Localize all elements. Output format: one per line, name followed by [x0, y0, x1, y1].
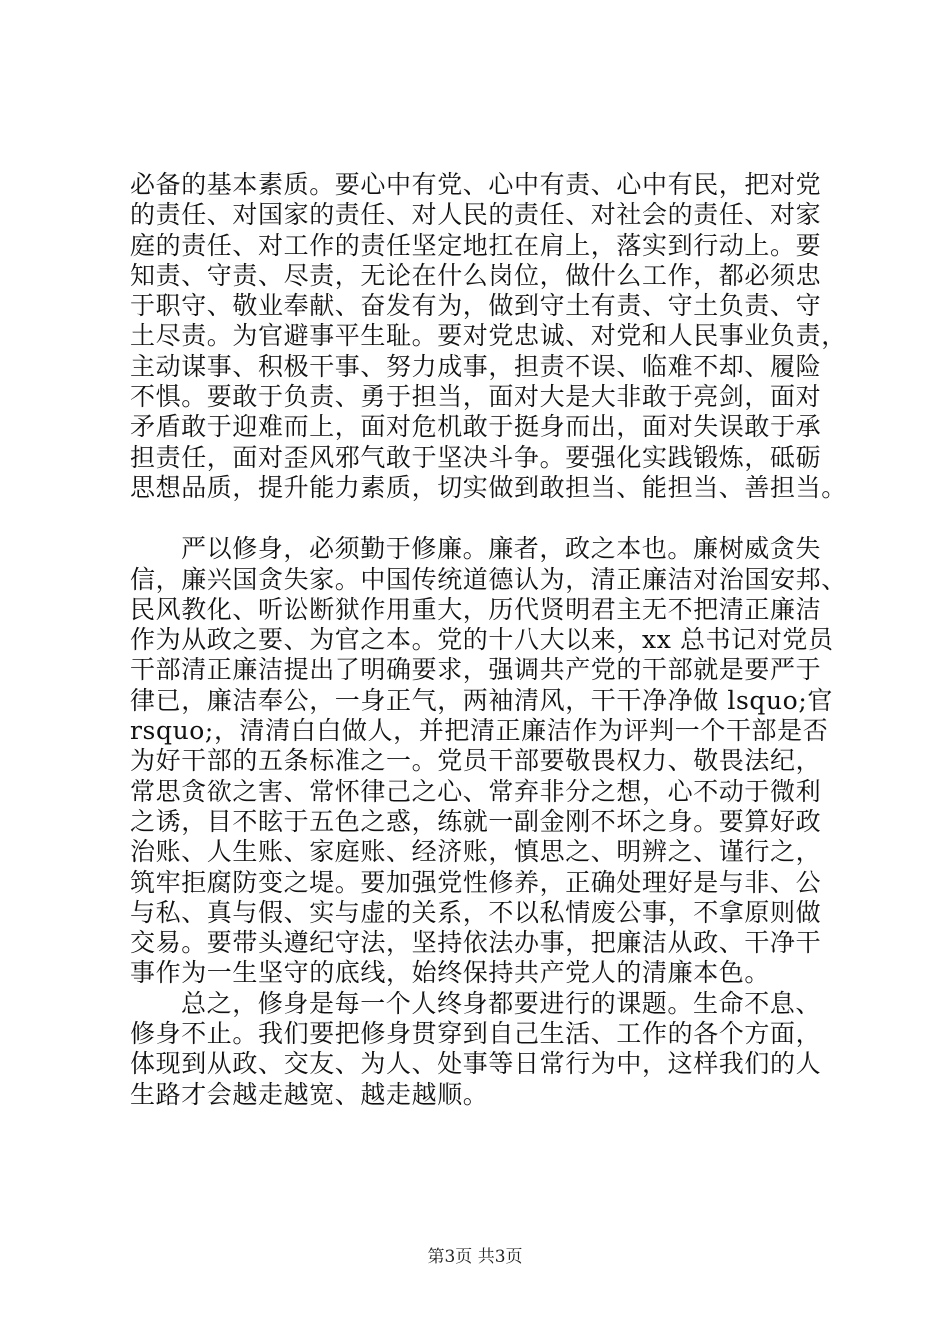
text-line: 思想品质，提升能力素质，切实做到敢担当、能担当、善担当。: [130, 472, 847, 502]
text-line: 交易。要带头遵纪守法，坚持依法办事，把廉洁从政、干净干: [130, 928, 822, 958]
text-line: 为好干部的五条标准之一。党员干部要敬畏权力、敬畏法纪，: [130, 746, 822, 776]
text-line: 必备的基本素质。要心中有党、心中有责、心中有民，把对党: [130, 170, 822, 199]
text-line: 事作为一生坚守的底线，始终保持共产党人的清廉本色。: [130, 958, 771, 988]
page-footer: 第3页 共3页: [427, 1247, 523, 1267]
text-line: 的责任、对国家的责任、对人民的责任、对社会的责任、对家: [130, 200, 822, 230]
text-line: 严以修身，必须勤于修廉。廉者，政之本也。廉树威贪失: [181, 534, 822, 564]
text-line: 治账、人生账、家庭账、经济账，慎思之、明辨之、谨行之，: [130, 837, 822, 867]
text-line: 主动谋事、积极干事、努力成事，担责不误、临难不却、履险: [130, 351, 822, 381]
text-line: 土尽责。为官避事平生耻。要对党忠诚、对党和人民事业负责，: [130, 321, 847, 351]
text-line: 干部清正廉洁提出了明确要求，强调共产党的干部就是要严于: [130, 655, 822, 685]
paragraph-1: [130, 170, 850, 503]
paragraph-3: [130, 989, 850, 1110]
text-line: 之诱，目不眩于五色之惑，练就一副金刚不坏之身。要算好政: [130, 806, 822, 836]
text-line: 修身不止。我们要把修身贯穿到自己生活、工作的各个方面，: [130, 1019, 822, 1049]
text-line: 庭的责任、对工作的责任坚定地扛在肩上，落实到行动上。要: [130, 230, 822, 260]
text-line: 矛盾敢于迎难而上，面对危机敢于挺身而出，面对失误敢于承: [130, 412, 822, 442]
text-line: 作为从政之要、为官之本。党的十八大以来，xx 总书记对党员: [130, 625, 834, 655]
text-line: 与私、真与假、实与虚的关系，不以私情废公事，不拿原则做: [130, 897, 822, 927]
paragraph-2: [130, 534, 850, 988]
text-line: 筑牢拒腐防变之堤。要加强党性修养，正确处理好是与非、公: [130, 867, 822, 897]
text-line: 不惧。要敢于负责、勇于担当，面对大是大非敢于亮剑，面对: [130, 382, 822, 412]
paragraph-spacer: [130, 503, 850, 534]
text-line: 信，廉兴国贪失家。中国传统道德认为，清正廉洁对治国安邦、: [130, 564, 847, 594]
text-line: 民风教化、听讼断狱作用重大，历代贤明君主无不把清正廉洁: [130, 594, 822, 624]
text-line: 律已，廉洁奉公，一身正气，两袖清风，干干净净做 lsquo;官: [130, 685, 833, 715]
text-line: 常思贪欲之害、常怀律己之心、常弃非分之想，心不动于微利: [130, 776, 822, 806]
document-body: [130, 170, 850, 1110]
text-line: 于职守、敬业奉献、奋发有为，做到守土有责、守土负责、守: [130, 291, 822, 321]
text-line: 总之，修身是每一个人终身都要进行的课题。生命不息、: [181, 988, 822, 1018]
text-line: 担责任，面对歪风邪气敢于坚决斗争。要强化实践锻炼，砥砺: [130, 442, 822, 472]
text-line: 体现到从政、交友、为人、处事等日常行为中，这样我们的人: [130, 1049, 822, 1079]
text-line: 知责、守责、尽责，无论在什么岗位，做什么工作，都必须忠: [130, 260, 822, 290]
text-line: rsquo;，清清白白做人，并把清正廉洁作为评判一个干部是否: [130, 716, 829, 746]
text-line: 生路才会越走越宽、越走越顺。: [130, 1079, 489, 1109]
